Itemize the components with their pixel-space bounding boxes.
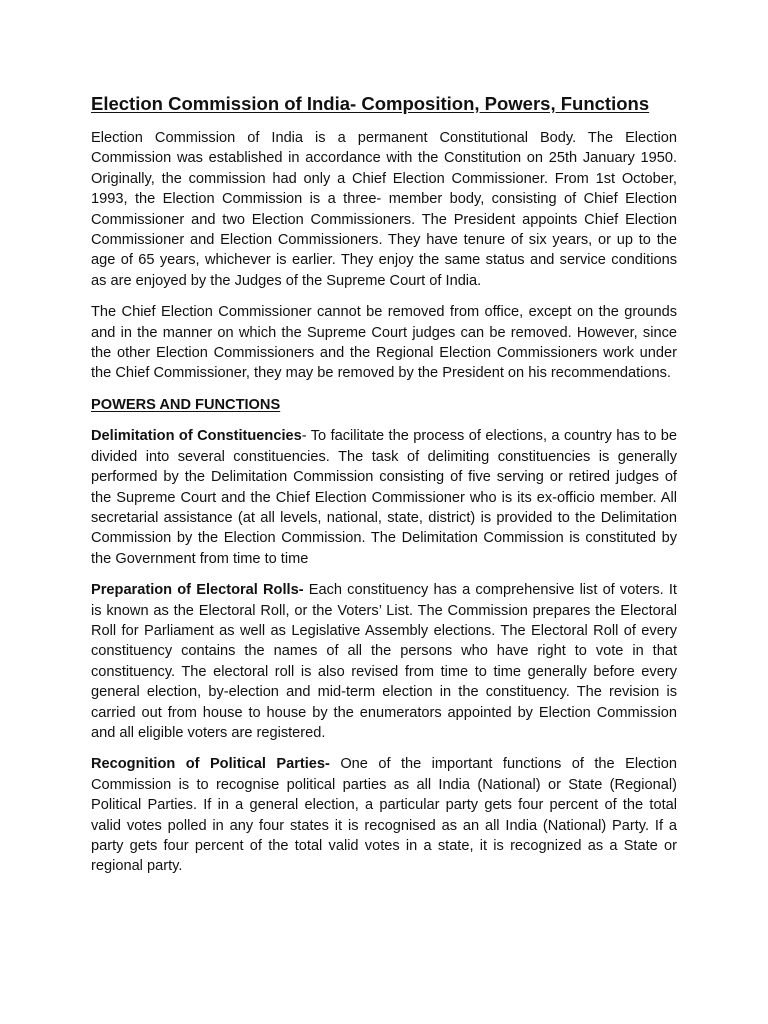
section-lead-electoral-rolls: Preparation of Electoral Rolls- [91,582,304,599]
section-lead-delimitation: Delimitation of Constituencies [91,428,302,445]
section-political-parties [91,754,677,876]
intro-paragraph-2: The Chief Election Commissioner cannot be removed from office, except on the grounds and in the manner on which the Supreme Court judges can be removed. However, since the other Election Commissioners and the Regional Election Commissioners work under the Chief Commissioner, they may be removed by the President on his recommendations. [91,304,677,382]
section-body-political-parties: One of the important functions of the Election Commission is to recognise political parties as all India (National) or State (Regional) Political Parties. If in a general election, a particular party gets four percent of the total valid votes polled in any four states it is recognised as an all India (National) Party. If a party gets four percent of the total valid votes in a state, it is recognized as a State or regional party. [91,756,678,875]
section-delimitation [91,426,677,569]
section-body-delimitation: - To facilitate the process of elections, a country has to be divided into several constituencies. The task of delimiting constituencies is generally performed by the Delimitation Commission consisting of five serving or retired judges of the Supreme Court and the Chief Election Commissioner who is its ex-officio member. All secretarial assistance (at all levels, national, state, district) is provided to the Delimitation Commission by the Election Commission. The Delimitation Commission is constituted by the Government from time to time [91,428,677,567]
section-heading: POWERS AND FUNCTIONS [91,396,281,413]
document-title: Election Commission of India- Composition, Powers, Functions [91,93,650,114]
section-electoral-rolls [91,580,677,743]
section-lead-political-parties: Recognition of Political Parties- [91,756,330,773]
intro-paragraph-1: Election Commission of India is a permanent Constitutional Body. The Election Commission was established in accordance with the Constitution on 25th January 1950. Originally, the commission had only a Chief Election Commissioner. From 1st October, 1993, the Election Commission is a three- member body, consisting of Chief Election Commissioner and two Election Commissioners. The President appoints Chief Election Commissioner and Election Commissioners. They have tenure of six years, or up to the age of 65 years, whichever is earlier. They enjoy the same status and service conditions as are enjoyed by the Judges of the Supreme Court of India. [91,130,677,289]
section-body-electoral-rolls: Each constituency has a comprehensive list of voters. It is known as the Electoral Roll, or the Voters’ List. The Commission prepares the Electoral Roll for Parliament as well as Legislative Assembly elections. The Electoral Roll of every constituency contains the names of all the persons who have right to vote in that constituency. The electoral roll is also revised from time to time generally before every general election, by-election and mid-term election in the constituency. The revision is carried out from house to house by the enumerators appointed by Election Commission and all eligible voters are registered. [91,582,677,741]
